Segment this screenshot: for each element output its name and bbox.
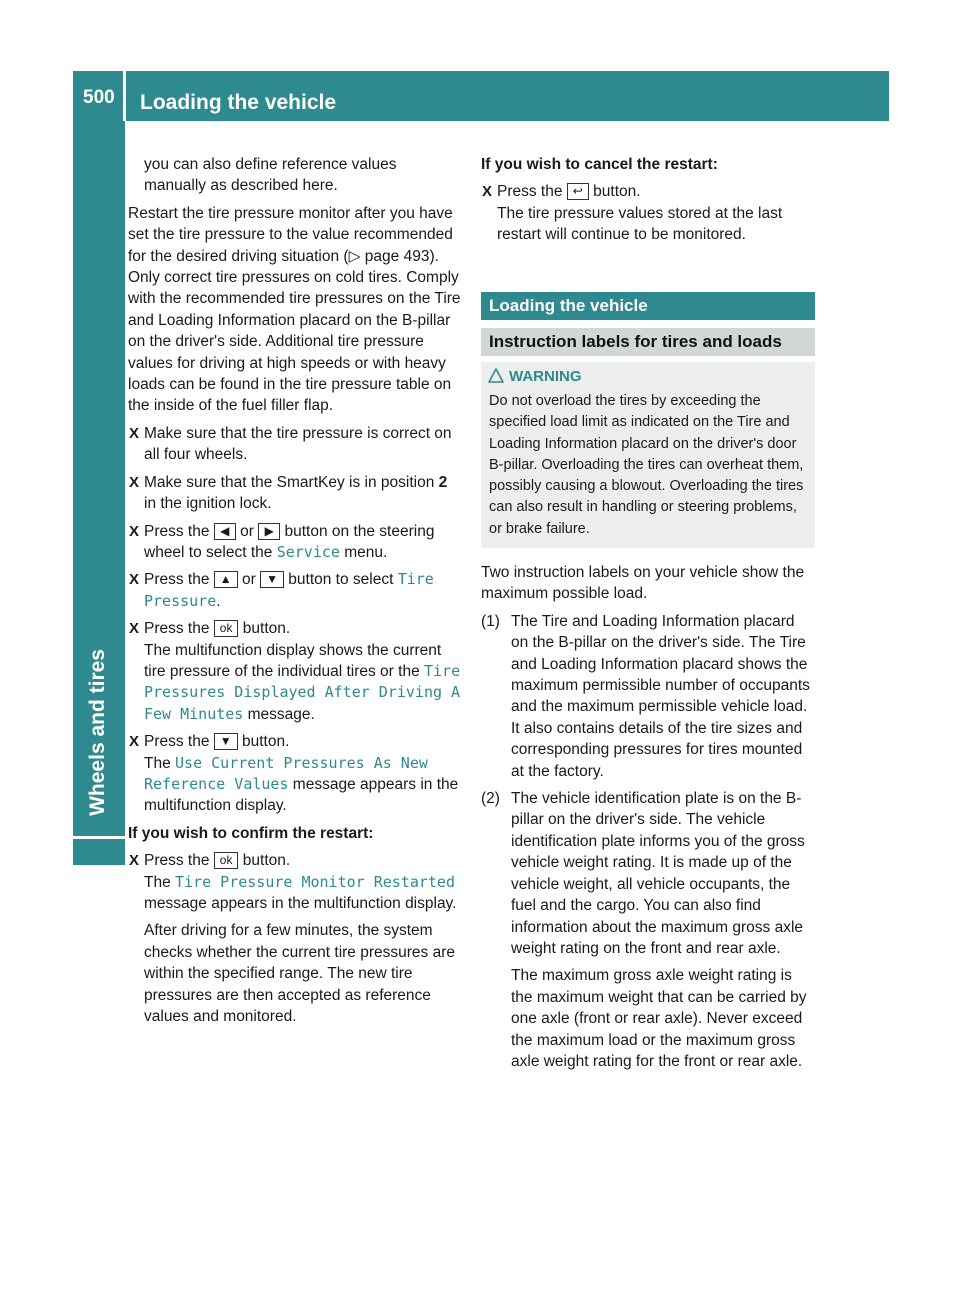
- step-note: After driving for a few minutes, the system checks whether the current tire pressures are within the specified range. The new tire pressures are then accepted as reference values and monitored.: [144, 922, 455, 1026]
- subsection-heading: Instruction labels for tires and loads: [481, 328, 815, 356]
- step-confirm-ok: X Press the ok button. The Tire Pressure Monitor Restarted message appears in the multifunction display. After driving for a few minutes, the system checks whether the current tire pressures are within the specified range. The new tire pressures are then accepted as reference values and monitored.: [128, 850, 461, 1027]
- down-arrow-key-icon: ▼: [260, 571, 284, 588]
- right-arrow-key-icon: ▶: [258, 523, 280, 540]
- continued-text: you can also define reference values manually as described here.: [144, 156, 397, 195]
- left-column: [128, 154, 461, 1033]
- step-marker-icon: X: [129, 424, 140, 442]
- step-marker-icon: X: [129, 733, 140, 751]
- confirm-heading: If you wish to confirm the restart:: [128, 824, 374, 842]
- step-marker-icon: X: [129, 473, 140, 491]
- back-key-icon: ↩: [567, 183, 589, 200]
- step-check-pressure: X Make sure that the tire pressure is correct on all four wheels.: [129, 424, 452, 464]
- step-select-service: X Press the ◀ or ▶ button on the steering wheel to select the Service menu.: [129, 522, 435, 561]
- left-arrow-key-icon: ◀: [214, 523, 236, 540]
- step-smartkey: X Make sure that the SmartKey is in position 2 in the ignition lock.: [129, 473, 448, 513]
- step-press-ok: X Press the ok button. The multifunction display shows the current tire pressure of the individual tires or the Tire Pressures Displayed After Driving A Few Minutes message.: [129, 620, 461, 723]
- chapter-side-tab: [73, 121, 125, 836]
- restart-paragraph: Restart the tire pressure monitor after you have set the tire pressure to the value recommended for the desired driving situation (▷ page 493). Only correct tire pressures on cold tires. Comply with the recommended tire pressures on the Tire and Loading Information placard on the B-pillar on the driver's side. Additional tire pressure values for driving at high speeds or with heavy loads can be found in the tire pressure table on the inside of the fuel filler flap.: [128, 204, 461, 415]
- warning-text: Do not overload the tires by exceeding the specified load limit as indicated on the Tire and Loading Information placard on the driver's door B-pillar. Overloading the tires can overheat them, possibly causing a blowout. Overloading the tires can also result in handling or steering problems, or brake failure.: [489, 392, 804, 537]
- display-text: Tire Pressure Monitor Restarted: [175, 872, 455, 891]
- ok-key-icon: ok: [214, 620, 239, 637]
- step-select-tire-pressure: X Press the ▲ or ▼ button to select Tire Pressure.: [129, 570, 434, 610]
- warning-box: [481, 362, 815, 548]
- step-cancel: X Press the ↩ button. The tire pressure values stored at the last restart will continue to be monitored.: [482, 183, 783, 244]
- warning-triangle-icon: [488, 368, 504, 383]
- down-arrow-key-icon: ▼: [214, 733, 238, 750]
- page-title: Loading the vehicle: [140, 91, 337, 114]
- warning-title: WARNING: [509, 367, 582, 385]
- display-text: Service: [276, 542, 340, 561]
- ok-key-icon: ok: [214, 852, 239, 869]
- step-marker-icon: X: [129, 571, 140, 589]
- step-marker-icon: X: [482, 183, 493, 201]
- step-marker-icon: X: [129, 852, 140, 870]
- page-number: 500: [73, 71, 126, 121]
- step-marker-icon: X: [129, 522, 140, 540]
- display-text: Use Current Pressures As New Reference Values: [144, 753, 428, 793]
- list-item: (1) The Tire and Loading Information placard on the B-pillar on the driver's side. The Tire and Loading Information placard shows the maximum permissible number of occupants and the maximum permissible vehicle load. It also contains details of the tire sizes and corresponding pressures for tires mounted at the factory.: [481, 612, 810, 780]
- page-ref-arrow-icon: ▷: [348, 247, 361, 265]
- section-heading: Loading the vehicle: [481, 292, 815, 320]
- list-item: (2) The vehicle identification plate is on the B-pillar on the driver's side. The vehicle identification plate informs you of the gross vehicle weight rating. It is made up of the vehicle weight, all vehicle occupants, the fuel and the cargo. You can also find information about the maximum gross axle weight rating on the front and rear axle. The maximum gross axle weight rating is the maximum weight that can be carried by one axle (front or rear axle). Never exceed the maximum load or the maximum gross axle weight rating for the front or rear axle.: [481, 788, 813, 1072]
- list-item-note: The maximum gross axle weight rating is the maximum weight that can be carried by one axle (front or rear axle). Never exceed the maximum load or the maximum gross axle weight rating for the front or rear axle.: [511, 967, 807, 1070]
- page-header: [73, 71, 889, 121]
- step-press-down: X Press the ▼ button. The Use Current Pressures As New Reference Values message appears in the multifunction display.: [129, 733, 459, 815]
- display-text: Tire Pressure: [144, 570, 434, 610]
- up-arrow-key-icon: ▲: [214, 571, 238, 588]
- right-column: [481, 154, 813, 1078]
- cancel-heading: If you wish to cancel the restart:: [481, 156, 718, 173]
- chapter-label: Wheels and tires: [86, 649, 109, 816]
- display-text: Tire Pressures Displayed After Driving A Few Minutes: [144, 661, 461, 723]
- chapter-tab-end: [73, 836, 125, 865]
- step-marker-icon: X: [129, 620, 140, 638]
- intro-text: Two instruction labels on your vehicle show the maximum possible load.: [481, 564, 805, 603]
